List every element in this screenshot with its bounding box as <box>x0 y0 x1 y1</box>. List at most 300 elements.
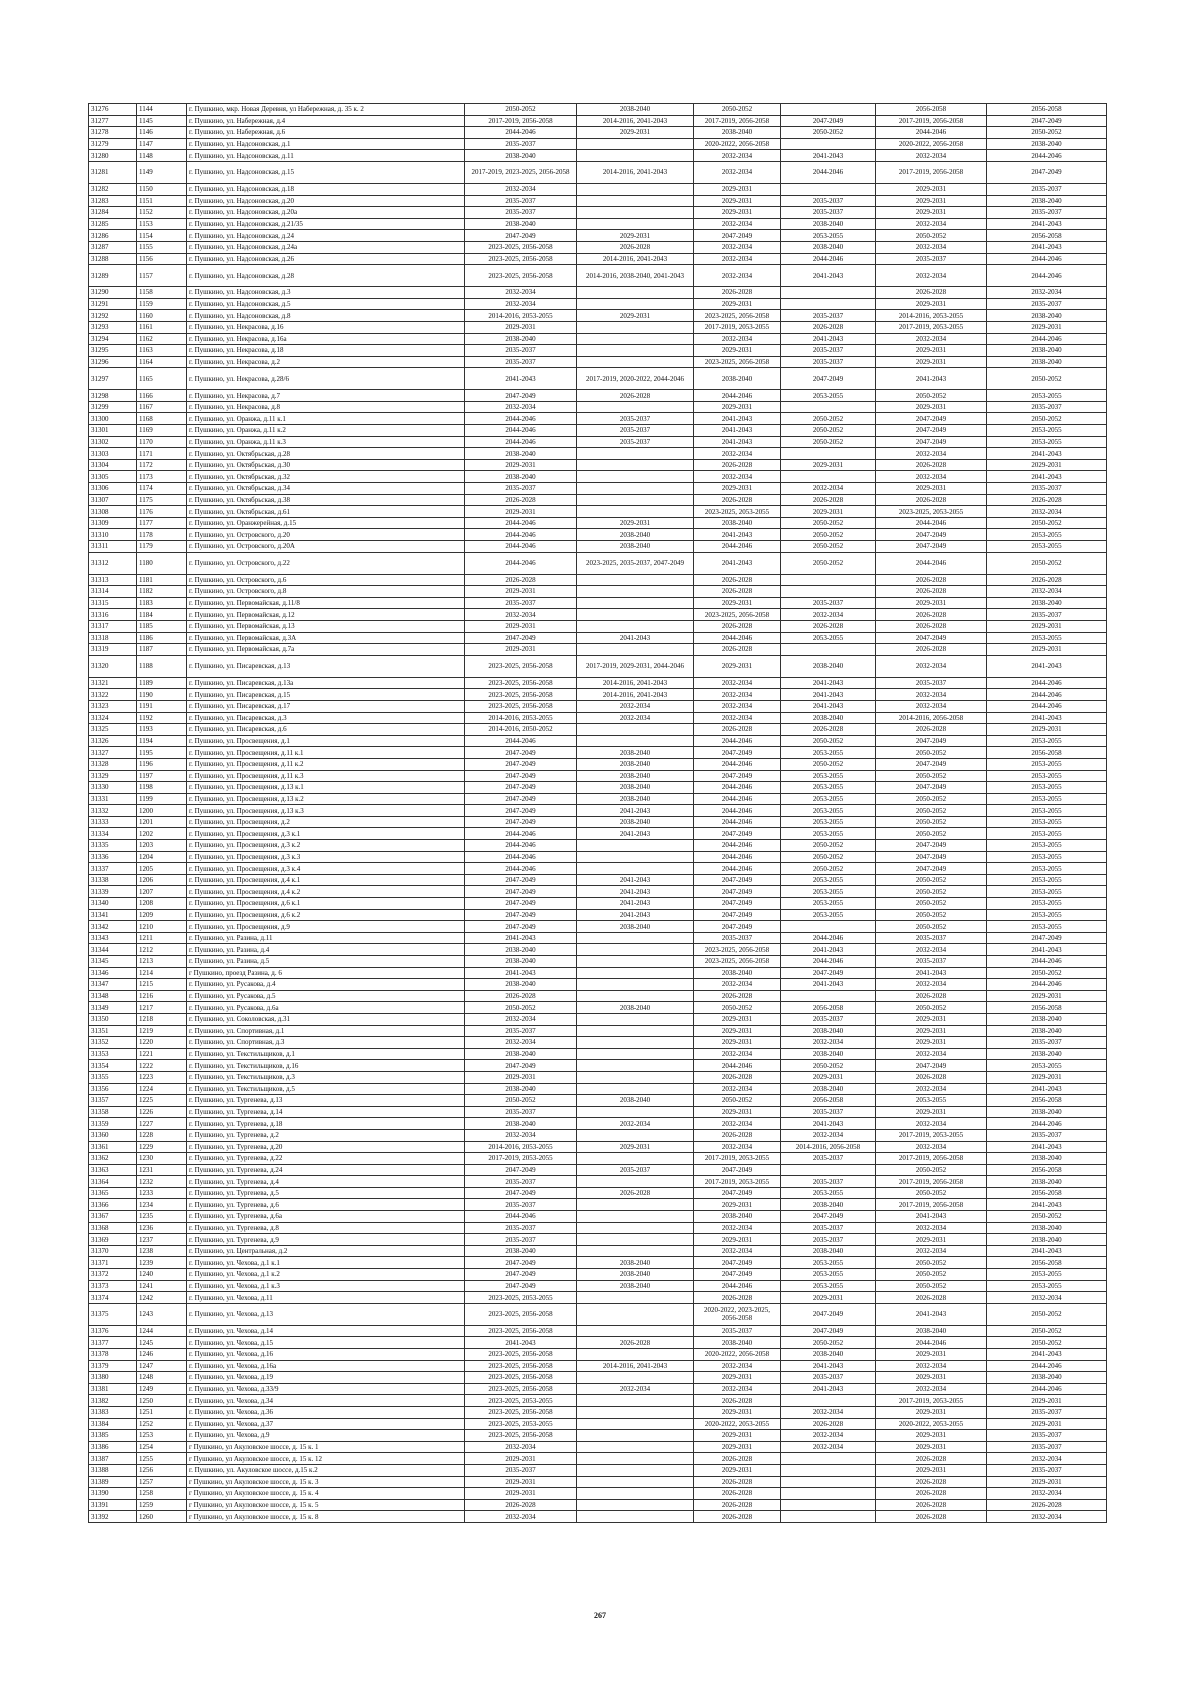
period-6-cell: 2053-2055 <box>987 782 1107 794</box>
record-number-cell: 1210 <box>137 921 187 933</box>
period-3-cell: 2026-2028 <box>694 1292 781 1304</box>
row-index-cell: 31375 <box>89 1303 137 1325</box>
period-4-cell: 2035-2037 <box>781 345 876 357</box>
period-6-cell: 2056-2058 <box>987 1164 1107 1176</box>
period-6-cell: 2047-2049 <box>987 115 1107 127</box>
table-row <box>89 1083 1107 1095</box>
period-1-cell: 2038-2040 <box>465 218 577 230</box>
period-4-cell: 2038-2040 <box>781 1349 876 1361</box>
period-3-cell: 2032-2034 <box>694 1245 781 1257</box>
period-2-cell: 2038-2040 <box>577 1095 694 1107</box>
period-2-cell: 2032-2034 <box>577 1118 694 1130</box>
period-1-cell: 2035-2037 <box>465 597 577 609</box>
table-row <box>89 1441 1107 1453</box>
period-5-cell: 2050-2052 <box>876 828 987 840</box>
period-2-cell <box>577 1453 694 1465</box>
period-2-cell <box>577 735 694 747</box>
record-number-cell: 1229 <box>137 1141 187 1153</box>
period-3-cell: 2047-2049 <box>694 1164 781 1176</box>
period-5-cell: 2029-2031 <box>876 1430 987 1442</box>
period-6-cell: 2050-2052 <box>987 368 1107 390</box>
period-1-cell: 2035-2037 <box>465 1106 577 1118</box>
record-number-cell: 1171 <box>137 448 187 460</box>
table-row <box>89 1060 1107 1072</box>
period-5-cell: 2032-2034 <box>876 1141 987 1153</box>
period-5-cell: 2026-2028 <box>876 990 987 1002</box>
period-1-cell: 2044-2046 <box>465 840 577 852</box>
address-cell: г. Пушкино, ул. Просвещения, д.3 к.2 <box>187 840 465 852</box>
period-5-cell: 2047-2049 <box>876 735 987 747</box>
period-2-cell <box>577 1060 694 1072</box>
table-row <box>89 1464 1107 1476</box>
period-4-cell: 2032-2034 <box>781 1129 876 1141</box>
row-index-cell: 31329 <box>89 770 137 782</box>
period-3-cell: 2029-2031 <box>694 1025 781 1037</box>
period-1-cell: 2023-2025, 2056-2058 <box>465 265 577 287</box>
period-1-cell: 2023-2025, 2056-2058 <box>465 1325 577 1337</box>
address-cell: г. Пушкино, ул. Писаревская, д.13а <box>187 677 465 689</box>
period-6-cell: 2032-2034 <box>987 506 1107 518</box>
address-cell: г. Пушкино, ул. Некрасова, д.7 <box>187 390 465 402</box>
period-6-cell: 2029-2031 <box>987 724 1107 736</box>
period-1-cell: 2044-2046 <box>465 1211 577 1223</box>
table-row <box>89 195 1107 207</box>
period-5-cell: 2050-2052 <box>876 1269 987 1281</box>
period-5-cell: 2032-2034 <box>876 944 987 956</box>
period-1-cell: 2014-2016, 2053-2055 <box>465 712 577 724</box>
period-5-cell: 2026-2028 <box>876 459 987 471</box>
period-1-cell: 2038-2040 <box>465 944 577 956</box>
period-4-cell: 2044-2046 <box>781 932 876 944</box>
period-4-cell: 2032-2034 <box>781 1430 876 1442</box>
record-number-cell: 1218 <box>137 1013 187 1025</box>
row-index-cell: 31344 <box>89 944 137 956</box>
period-2-cell <box>577 150 694 162</box>
address-cell: г. Пушкино, ул. Надсоновская, д.24а <box>187 241 465 253</box>
period-3-cell: 2047-2049 <box>694 1187 781 1199</box>
record-number-cell: 1220 <box>137 1037 187 1049</box>
period-2-cell: 2017-2019, 2020-2022, 2044-2046 <box>577 368 694 390</box>
period-1-cell: 2035-2037 <box>465 345 577 357</box>
period-3-cell: 2026-2028 <box>694 990 781 1002</box>
row-index-cell: 31305 <box>89 471 137 483</box>
address-cell: г. Пушкино, ул. Разина, д.5 <box>187 956 465 968</box>
period-6-cell: 2035-2037 <box>987 1129 1107 1141</box>
record-number-cell: 1250 <box>137 1395 187 1407</box>
period-6-cell: 2041-2043 <box>987 712 1107 724</box>
address-cell: г. Пушкино, ул. Просвещения, д.6 к.2 <box>187 909 465 921</box>
row-index-cell: 31356 <box>89 1083 137 1095</box>
period-2-cell <box>577 287 694 299</box>
period-4-cell: 2050-2052 <box>781 1060 876 1072</box>
period-1-cell: 2038-2040 <box>465 1083 577 1095</box>
period-3-cell: 2026-2028 <box>694 1129 781 1141</box>
period-4-cell: 2026-2028 <box>781 724 876 736</box>
period-3-cell: 2050-2052 <box>694 1095 781 1107</box>
period-1-cell: 2017-2019, 2023-2025, 2056-2058 <box>465 161 577 183</box>
address-cell: г. Пушкино, ул. Первомайская, д.11/8 <box>187 597 465 609</box>
period-4-cell: 2038-2040 <box>781 1083 876 1095</box>
period-3-cell: 2026-2028 <box>694 1453 781 1465</box>
record-number-cell: 1206 <box>137 874 187 886</box>
period-2-cell <box>577 944 694 956</box>
row-index-cell: 31314 <box>89 586 137 598</box>
record-number-cell: 1240 <box>137 1269 187 1281</box>
period-3-cell: 2041-2043 <box>694 413 781 425</box>
row-index-cell: 31383 <box>89 1406 137 1418</box>
period-2-cell: 2029-2031 <box>577 127 694 139</box>
period-4-cell: 2050-2052 <box>781 436 876 448</box>
record-number-cell: 1204 <box>137 851 187 863</box>
period-6-cell: 2053-2055 <box>987 425 1107 437</box>
row-index-cell: 31311 <box>89 541 137 553</box>
period-3-cell: 2026-2028 <box>694 620 781 632</box>
period-2-cell <box>577 1245 694 1257</box>
period-5-cell: 2047-2049 <box>876 851 987 863</box>
period-6-cell: 2035-2037 <box>987 1430 1107 1442</box>
row-index-cell: 31373 <box>89 1280 137 1292</box>
period-5-cell: 2026-2028 <box>876 1511 987 1523</box>
address-cell: г. Пушкино, ул. Чехова, д.1 к.3 <box>187 1280 465 1292</box>
row-index-cell: 31331 <box>89 793 137 805</box>
record-number-cell: 1222 <box>137 1060 187 1072</box>
record-number-cell: 1211 <box>137 932 187 944</box>
period-1-cell: 2032-2034 <box>465 183 577 195</box>
period-3-cell: 2023-2025, 2056-2058 <box>694 310 781 322</box>
period-6-cell: 2044-2046 <box>987 1360 1107 1372</box>
period-4-cell <box>781 586 876 598</box>
period-5-cell: 2023-2025, 2053-2055 <box>876 506 987 518</box>
period-6-cell: 2050-2052 <box>987 413 1107 425</box>
address-cell: г. Пушкино, ул. Чехова, д.9 <box>187 1430 465 1442</box>
period-3-cell: 2041-2043 <box>694 436 781 448</box>
period-3-cell: 2017-2019, 2053-2055 <box>694 1153 781 1165</box>
period-4-cell: 2047-2049 <box>781 967 876 979</box>
period-6-cell: 2038-2040 <box>987 1222 1107 1234</box>
period-1-cell: 2032-2034 <box>465 1511 577 1523</box>
period-4-cell: 2032-2034 <box>781 483 876 495</box>
period-3-cell: 2029-2031 <box>694 1464 781 1476</box>
table-row <box>89 1164 1107 1176</box>
record-number-cell: 1255 <box>137 1453 187 1465</box>
period-6-cell: 2029-2031 <box>987 1395 1107 1407</box>
row-index-cell: 31357 <box>89 1095 137 1107</box>
period-2-cell <box>577 183 694 195</box>
record-number-cell: 1200 <box>137 805 187 817</box>
period-2-cell <box>577 586 694 598</box>
table-row <box>89 644 1107 656</box>
row-index-cell: 31325 <box>89 724 137 736</box>
period-6-cell: 2056-2058 <box>987 230 1107 242</box>
period-3-cell: 2029-2031 <box>694 1430 781 1442</box>
table-row <box>89 1418 1107 1430</box>
address-cell: г. Пушкино, ул. Русакова, д.6а <box>187 1002 465 1014</box>
period-2-cell: 2035-2037 <box>577 413 694 425</box>
period-5-cell: 2032-2034 <box>876 218 987 230</box>
record-number-cell: 1177 <box>137 517 187 529</box>
address-cell: г. Пушкино, ул. Просвещения, д.2 <box>187 816 465 828</box>
address-cell: г. Пушкино, ул. Чехова, д.33/9 <box>187 1383 465 1395</box>
row-index-cell: 31386 <box>89 1441 137 1453</box>
table-row <box>89 310 1107 322</box>
period-6-cell: 2038-2040 <box>987 195 1107 207</box>
data-table-container <box>88 103 1106 1523</box>
row-index-cell: 31351 <box>89 1025 137 1037</box>
period-6-cell: 2038-2040 <box>987 345 1107 357</box>
period-1-cell: 2032-2034 <box>465 298 577 310</box>
table-row <box>89 632 1107 644</box>
table-row <box>89 218 1107 230</box>
period-5-cell: 2050-2052 <box>876 816 987 828</box>
period-4-cell: 2047-2049 <box>781 1325 876 1337</box>
record-number-cell: 1252 <box>137 1418 187 1430</box>
row-index-cell: 31376 <box>89 1325 137 1337</box>
period-2-cell <box>577 401 694 413</box>
address-cell: г. Пушкино, ул. Просвещения, д.6 к.1 <box>187 898 465 910</box>
address-cell: г Пушкино, ул Акуловское шоссе, д. 15 к. 4 <box>187 1488 465 1500</box>
period-3-cell: 2035-2037 <box>694 932 781 944</box>
address-cell: г. Пушкино, ул. Чехова, д.15 <box>187 1337 465 1349</box>
period-2-cell <box>577 956 694 968</box>
period-4-cell: 2038-2040 <box>781 241 876 253</box>
record-number-cell: 1197 <box>137 770 187 782</box>
address-cell: г. Пушкино, ул. Некрасова, д.8 <box>187 401 465 413</box>
period-4-cell <box>781 921 876 933</box>
table-row <box>89 253 1107 265</box>
period-1-cell: 2038-2040 <box>465 1048 577 1060</box>
record-number-cell: 1152 <box>137 207 187 219</box>
table-row <box>89 1025 1107 1037</box>
period-4-cell: 2026-2028 <box>781 494 876 506</box>
period-5-cell: 2032-2034 <box>876 700 987 712</box>
period-1-cell: 2044-2046 <box>465 425 577 437</box>
record-number-cell: 1201 <box>137 816 187 828</box>
period-3-cell: 2029-2031 <box>694 401 781 413</box>
address-cell: г. Пушкино, ул. Оранжа, д.11 к.2 <box>187 425 465 437</box>
period-4-cell: 2041-2043 <box>781 1118 876 1130</box>
record-number-cell: 1185 <box>137 620 187 632</box>
period-3-cell: 2044-2046 <box>694 541 781 553</box>
table-row <box>89 574 1107 586</box>
period-3-cell: 2032-2034 <box>694 253 781 265</box>
address-cell: г. Пушкино, ул. Просвещения, д.13 к.3 <box>187 805 465 817</box>
table-row <box>89 425 1107 437</box>
period-1-cell: 2044-2046 <box>465 529 577 541</box>
period-5-cell: 2029-2031 <box>876 207 987 219</box>
period-6-cell: 2044-2046 <box>987 265 1107 287</box>
period-3-cell: 2032-2034 <box>694 677 781 689</box>
period-2-cell: 2038-2040 <box>577 1002 694 1014</box>
row-index-cell: 31299 <box>89 401 137 413</box>
period-1-cell: 2035-2037 <box>465 1464 577 1476</box>
period-1-cell: 2035-2037 <box>465 1025 577 1037</box>
period-1-cell: 2023-2025, 2056-2058 <box>465 689 577 701</box>
period-3-cell: 2032-2034 <box>694 471 781 483</box>
address-cell: г. Пушкино, ул. Чехова, д.36 <box>187 1406 465 1418</box>
row-index-cell: 31282 <box>89 183 137 195</box>
address-cell: г. Пушкино, ул. Некрасова, д.2 <box>187 356 465 368</box>
table-row <box>89 529 1107 541</box>
period-3-cell: 2044-2046 <box>694 758 781 770</box>
record-number-cell: 1192 <box>137 712 187 724</box>
period-5-cell: 2047-2049 <box>876 758 987 770</box>
period-4-cell: 2053-2055 <box>781 1257 876 1269</box>
period-3-cell: 2044-2046 <box>694 816 781 828</box>
record-number-cell: 1260 <box>137 1511 187 1523</box>
period-1-cell: 2038-2040 <box>465 979 577 991</box>
table-row <box>89 1280 1107 1292</box>
period-4-cell: 2056-2058 <box>781 1002 876 1014</box>
period-3-cell: 2044-2046 <box>694 782 781 794</box>
record-number-cell: 1156 <box>137 253 187 265</box>
address-cell: г. Пушкино, ул. Чехова, д.1 к.1 <box>187 1257 465 1269</box>
row-index-cell: 31377 <box>89 1337 137 1349</box>
period-3-cell: 2017-2019, 2053-2055 <box>694 321 781 333</box>
address-cell: г. Пушкино, ул. Чехова, д.11 <box>187 1292 465 1304</box>
period-4-cell: 2035-2037 <box>781 310 876 322</box>
row-index-cell: 31293 <box>89 321 137 333</box>
table-row <box>89 805 1107 817</box>
address-cell: г. Пушкино, ул. Разина, д.4 <box>187 944 465 956</box>
period-6-cell: 2032-2034 <box>987 1488 1107 1500</box>
period-6-cell: 2035-2037 <box>987 298 1107 310</box>
address-cell: г. Пушкино, ул. Чехова, д.14 <box>187 1325 465 1337</box>
period-1-cell: 2050-2052 <box>465 1095 577 1107</box>
period-1-cell: 2044-2046 <box>465 413 577 425</box>
address-cell: г. Пушкино, ул. Чехова, д.16а <box>187 1360 465 1372</box>
record-number-cell: 1247 <box>137 1360 187 1372</box>
period-2-cell: 2026-2028 <box>577 1337 694 1349</box>
period-6-cell: 2056-2058 <box>987 1002 1107 1014</box>
period-3-cell: 2047-2049 <box>694 886 781 898</box>
row-index-cell: 31380 <box>89 1372 137 1384</box>
period-3-cell: 2032-2034 <box>694 689 781 701</box>
period-6-cell: 2041-2043 <box>987 1083 1107 1095</box>
period-5-cell: 2032-2034 <box>876 1222 987 1234</box>
period-3-cell: 2044-2046 <box>694 735 781 747</box>
record-number-cell: 1145 <box>137 115 187 127</box>
period-3-cell: 2038-2040 <box>694 368 781 390</box>
period-5-cell: 2017-2019, 2053-2055 <box>876 1129 987 1141</box>
period-6-cell: 2035-2037 <box>987 1441 1107 1453</box>
row-index-cell: 31372 <box>89 1269 137 1281</box>
period-3-cell: 2026-2028 <box>694 494 781 506</box>
address-cell: г. Пушкино, ул. Просвещения, д.13 к.1 <box>187 782 465 794</box>
period-2-cell: 2029-2031 <box>577 1141 694 1153</box>
record-number-cell: 1257 <box>137 1476 187 1488</box>
period-6-cell: 2038-2040 <box>987 1176 1107 1188</box>
row-index-cell: 31317 <box>89 620 137 632</box>
row-index-cell: 31347 <box>89 979 137 991</box>
row-index-cell: 31303 <box>89 448 137 460</box>
period-5-cell: 2026-2028 <box>876 1453 987 1465</box>
row-index-cell: 31369 <box>89 1234 137 1246</box>
row-index-cell: 31339 <box>89 886 137 898</box>
address-cell: г. Пушкино, ул. Текстильщиков, д.3 <box>187 1071 465 1083</box>
period-4-cell: 2038-2040 <box>781 1025 876 1037</box>
period-6-cell: 2041-2043 <box>987 1141 1107 1153</box>
period-2-cell: 2035-2037 <box>577 1164 694 1176</box>
period-2-cell <box>577 863 694 875</box>
period-1-cell: 2035-2037 <box>465 1222 577 1234</box>
period-2-cell: 2041-2043 <box>577 632 694 644</box>
address-cell: г. Пушкино, ул. Некрасова, д.28/6 <box>187 368 465 390</box>
record-number-cell: 1184 <box>137 609 187 621</box>
period-2-cell: 2014-2016, 2041-2043 <box>577 253 694 265</box>
table-row <box>89 828 1107 840</box>
period-3-cell: 2032-2034 <box>694 241 781 253</box>
table-row <box>89 138 1107 150</box>
record-number-cell: 1245 <box>137 1337 187 1349</box>
period-6-cell: 2041-2043 <box>987 944 1107 956</box>
period-6-cell: 2038-2040 <box>987 1025 1107 1037</box>
period-2-cell: 2026-2028 <box>577 241 694 253</box>
period-1-cell: 2038-2040 <box>465 448 577 460</box>
period-5-cell: 2026-2028 <box>876 609 987 621</box>
row-index-cell: 31300 <box>89 413 137 425</box>
address-cell: г Пушкино, ул Акуловское шоссе, д. 15 к. 12 <box>187 1453 465 1465</box>
table-row <box>89 1048 1107 1060</box>
period-3-cell: 2029-2031 <box>694 1372 781 1384</box>
address-cell: г. Пушкино, ул. Просвещения, д.4 к.2 <box>187 886 465 898</box>
period-5-cell: 2032-2034 <box>876 150 987 162</box>
period-5-cell: 2032-2034 <box>876 1383 987 1395</box>
record-number-cell: 1230 <box>137 1153 187 1165</box>
table-row <box>89 1222 1107 1234</box>
period-6-cell: 2044-2046 <box>987 150 1107 162</box>
period-5-cell: 2050-2052 <box>876 1164 987 1176</box>
row-index-cell: 31286 <box>89 230 137 242</box>
period-6-cell: 2053-2055 <box>987 529 1107 541</box>
period-4-cell: 2038-2040 <box>781 655 876 677</box>
row-index-cell: 31388 <box>89 1464 137 1476</box>
period-4-cell <box>781 1164 876 1176</box>
row-index-cell: 31283 <box>89 195 137 207</box>
record-number-cell: 1148 <box>137 150 187 162</box>
address-cell: г. Пушкино, ул. Просвещения, д.9 <box>187 921 465 933</box>
address-cell: г. Пушкино, ул. Просвещения, д.1 <box>187 735 465 747</box>
record-number-cell: 1165 <box>137 368 187 390</box>
address-cell: г. Пушкино, ул. Чехова, д.19 <box>187 1372 465 1384</box>
period-1-cell: 2035-2037 <box>465 1176 577 1188</box>
record-number-cell: 1153 <box>137 218 187 230</box>
period-4-cell: 2053-2055 <box>781 793 876 805</box>
row-index-cell: 31361 <box>89 1141 137 1153</box>
table-row <box>89 401 1107 413</box>
period-3-cell: 2017-2019, 2056-2058 <box>694 115 781 127</box>
period-3-cell: 2050-2052 <box>694 104 781 116</box>
period-5-cell: 2050-2052 <box>876 1257 987 1269</box>
period-6-cell: 2056-2058 <box>987 1257 1107 1269</box>
period-6-cell: 2032-2034 <box>987 287 1107 299</box>
address-cell: г. Пушкино, ул. Тургенева, д.6а <box>187 1211 465 1223</box>
period-3-cell: 2041-2043 <box>694 425 781 437</box>
period-6-cell: 2035-2037 <box>987 183 1107 195</box>
row-index-cell: 31312 <box>89 552 137 574</box>
period-5-cell: 2032-2034 <box>876 1083 987 1095</box>
address-cell: г. Пушкино, ул. Текстильщиков, д.5 <box>187 1083 465 1095</box>
period-1-cell: 2029-2031 <box>465 321 577 333</box>
period-5-cell: 2041-2043 <box>876 368 987 390</box>
table-row <box>89 368 1107 390</box>
period-4-cell: 2041-2043 <box>781 150 876 162</box>
row-index-cell: 31288 <box>89 253 137 265</box>
period-1-cell: 2044-2046 <box>465 436 577 448</box>
period-3-cell: 2029-2031 <box>694 183 781 195</box>
record-number-cell: 1234 <box>137 1199 187 1211</box>
period-6-cell: 2053-2055 <box>987 1280 1107 1292</box>
record-number-cell: 1147 <box>137 138 187 150</box>
